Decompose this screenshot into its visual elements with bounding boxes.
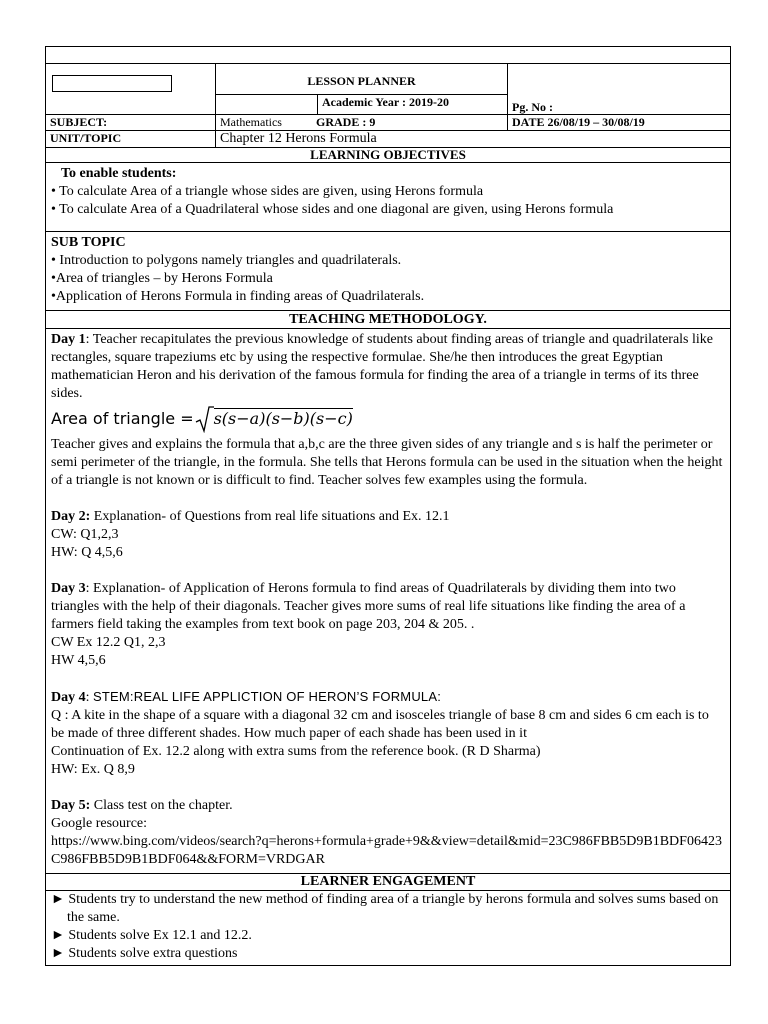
subtopic-item: •Area of triangles – by Herons Formula bbox=[51, 271, 273, 286]
subject-value: Mathematics bbox=[220, 115, 282, 129]
subject-label: SUBJECT: bbox=[46, 115, 216, 131]
engagement-heading-row bbox=[46, 874, 731, 891]
date: DATE 26/08/19 – 30/08/19 bbox=[512, 115, 645, 129]
methodology-heading-row bbox=[46, 311, 731, 329]
day2-paragraph bbox=[51, 508, 725, 526]
subtopic-row bbox=[46, 232, 731, 311]
subtopic-heading: SUB TOPIC bbox=[51, 235, 126, 250]
day3-hw: HW 4,5,6 bbox=[51, 653, 106, 668]
day1-text: : Teacher recapitulates the previous knowledge of students about finding areas of triangle and quadrilaterals like rectangles, square trapeziums etc by using the respective formulae. She/he then introduces the great Egyptian mathematician Heron and his derivation of the famous formula for finding the area of a triangle in terms of its three sides. bbox=[51, 332, 713, 401]
day4-question: Q : A kite in the shape of a square with a diagonal 32 cm and isosceles triangle of base 8 cm and sides 6 cm each is to be made of three different shades. How much paper of each shade has been used in it bbox=[51, 708, 709, 741]
engagement-heading: LEARNER ENGAGEMENT bbox=[46, 874, 731, 891]
day3-paragraph bbox=[51, 580, 725, 634]
day4-sep: : bbox=[85, 690, 94, 705]
day4-hw: HW: Ex. Q 8,9 bbox=[51, 762, 135, 777]
engagement-item: ► Students try to understand the new method of finding area of a triangle by herons formula and solves sums based on the same. bbox=[51, 892, 719, 925]
day5-label: Day 5: bbox=[51, 798, 91, 813]
google-resource-label: Google resource: bbox=[51, 816, 148, 831]
engagement-item: ► Students solve Ex 12.1 and 12.2. bbox=[51, 928, 252, 943]
day4-paragraph bbox=[51, 688, 725, 707]
day4-continuation: Continuation of Ex. 12.2 along with extra sums from the reference book. (R D Sharma) bbox=[51, 744, 541, 759]
day1-text2: Teacher gives and explains the formula that a,b,c are the three given sides of any triangle and s is half the perimeter or semi perimeter of the triangle, in the formula. She tells that Herons formula can be used in the situation when the height of a triangle is not known or is difficult to find. Teacher solves few examples using the formula. bbox=[51, 437, 723, 488]
subtopic-item: •Application of Herons Formula in finding areas of Quadrilaterals. bbox=[51, 289, 425, 304]
day3-text: : Explanation- of Application of Herons formula to find areas of Quadrilaterals by dividing them into two triangles with the help of their diagonals. Teacher gives more sums of real life situations like finding the area of a farmers field taking the examples from text book on page 203, 204 & 205. . bbox=[51, 581, 686, 632]
lesson-planner-document bbox=[45, 46, 730, 966]
day2-hw: HW: Q 4,5,6 bbox=[51, 545, 123, 560]
objectives-heading: LEARNING OBJECTIVES bbox=[46, 148, 731, 163]
formula-rhs: s(s−a)(s−b)(s−c) bbox=[213, 409, 353, 428]
sqrt-icon bbox=[194, 405, 214, 433]
unit-value: Chapter 12 Herons Formula bbox=[216, 131, 731, 148]
lesson-planner-table bbox=[45, 46, 731, 966]
day5-text: Class test on the chapter. bbox=[90, 798, 233, 813]
objective-item: • To calculate Area of a triangle whose sides are given, using Herons formula bbox=[51, 184, 484, 199]
objectives-row bbox=[46, 163, 731, 232]
day2-cw: CW: Q1,2,3 bbox=[51, 527, 119, 542]
herons-formula bbox=[51, 404, 725, 434]
engagement-item: ► Students solve extra questions bbox=[51, 946, 238, 961]
google-resource-link[interactable]: https://www.bing.com/videos/search?q=herons+formula+grade+9&&view=detail&mid=23C986FBB5D9B1BDF06423C986FBB5D9B1BDF064&&FORM=VRDGAR bbox=[51, 834, 722, 867]
day4-label: Day 4 bbox=[51, 690, 86, 705]
logo-placeholder bbox=[52, 75, 172, 92]
objectives-intro: To enable students: bbox=[61, 166, 177, 181]
objectives-heading-row bbox=[46, 148, 731, 163]
day3-label: Day 3 bbox=[51, 581, 86, 596]
page-no: Pg. No : bbox=[512, 100, 553, 114]
logo-box bbox=[46, 64, 216, 115]
day2-text: Explanation- of Questions from real life situations and Ex. 12.1 bbox=[90, 509, 450, 524]
objective-item: • To calculate Area of a Quadrilateral whose sides and one diagonal are given, using Herons formula bbox=[51, 202, 614, 217]
day4-stem: STEM:REAL LIFE APPLICTION OF HERON’S FORMULA: bbox=[93, 689, 442, 704]
unit-row bbox=[46, 131, 731, 148]
formula-lhs: Area of triangle = bbox=[51, 409, 194, 428]
day1-paragraph bbox=[51, 331, 725, 403]
unit-label: UNIT/TOPIC bbox=[46, 131, 216, 148]
methodology-heading: TEACHING METHODOLOGY. bbox=[46, 311, 731, 329]
day1-label: Day 1 bbox=[51, 332, 86, 347]
subject-row bbox=[46, 115, 731, 131]
subtopic-item: • Introduction to polygons namely triangles and quadrilaterals. bbox=[51, 253, 402, 268]
planner-title: LESSON PLANNER bbox=[307, 74, 416, 88]
academic-year: Academic Year : 2019-20 bbox=[318, 95, 508, 115]
day3-cw: CW Ex 12.2 Q1, 2,3 bbox=[51, 635, 166, 650]
title-row bbox=[46, 64, 731, 95]
engagement-row bbox=[46, 891, 731, 966]
methodology-row bbox=[46, 329, 731, 874]
day5-paragraph bbox=[51, 797, 725, 815]
grade: GRADE : 9 bbox=[315, 115, 376, 129]
day2-label: Day 2: bbox=[51, 509, 91, 524]
top-blank-row bbox=[46, 47, 731, 64]
